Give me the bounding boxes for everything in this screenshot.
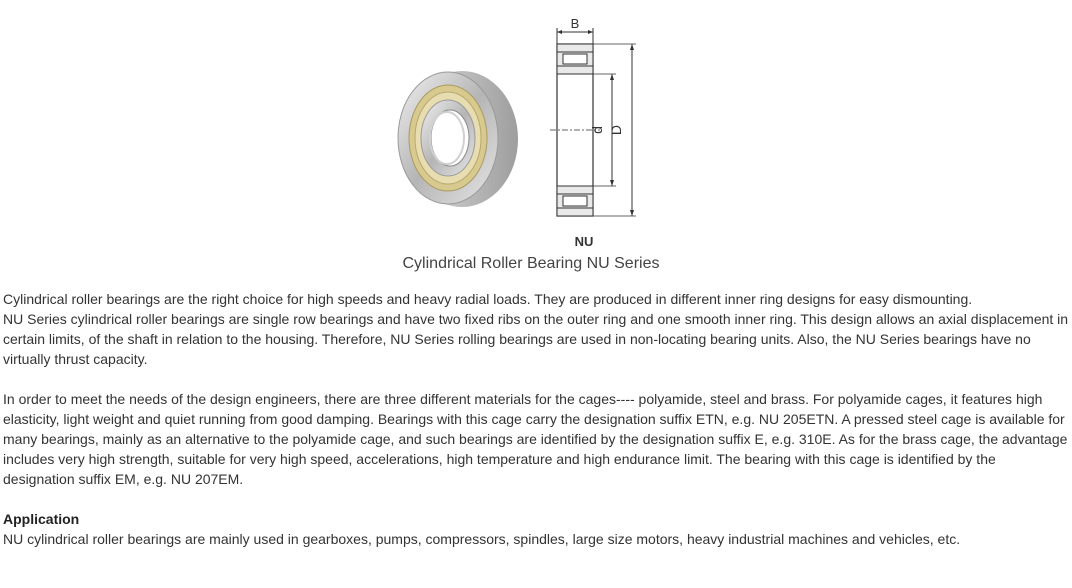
intro-paragraph-1: Cylindrical roller bearings are the right choice for high speeds and heavy radial loads. They are produced in different inner ring designs for easy dismounting. xyxy=(3,291,973,307)
bearing-photo xyxy=(396,66,522,212)
product-figure xyxy=(0,0,1072,280)
bearing-technical-drawing xyxy=(540,14,640,220)
figure-caption: Cylindrical Roller Bearing NU Series xyxy=(402,255,660,272)
article-body xyxy=(3,289,1069,549)
paragraph-spacer xyxy=(3,369,1069,389)
width-label: B xyxy=(570,16,580,31)
paragraph-spacer xyxy=(3,489,1069,509)
cages-paragraph: In order to meet the needs of the design engineers, there are three different materials for the cages---- polyamide, steel and brass. For polyamide cages, it features high elasticity, light weight and quiet running from good damping. Bearings with this cage carry the designation suffix ETN, e.g. NU 205ETN. A pressed steel cage is available for many bearings, mainly as an alternative to the polyamide cage, and such bearings are identified by the designation suffix E, e.g. 310E. As for the brass cage, the advantage includes very high strength, suitable for very high speed, accelerations, high temperature and high endurance limit. The bearing with this cage is identified by the designation suffix EM, e.g. NU 207EM. xyxy=(3,391,1068,487)
application-paragraph: NU cylindrical roller bearings are mainly used in gearboxes, pumps, compressors, spindles, large size motors, heavy industrial machines and vehicles, etc. xyxy=(3,531,961,547)
outer-diameter-label: D xyxy=(608,124,624,136)
bore-label: d xyxy=(589,126,605,134)
application-heading: Application xyxy=(3,511,80,527)
series-code-label: NU xyxy=(574,234,594,249)
intro-paragraph-2: NU Series cylindrical roller bearings are single row bearings and have two fixed ribs on the outer ring and one smooth inner ring. This design allows an axial displacement in certain limits, of the shaft in relation to the housing. Therefore, NU Series rolling bearings are used in non-locating bearing units. Also, the NU Series bearings have no virtually thrust capacity. xyxy=(3,311,1069,367)
